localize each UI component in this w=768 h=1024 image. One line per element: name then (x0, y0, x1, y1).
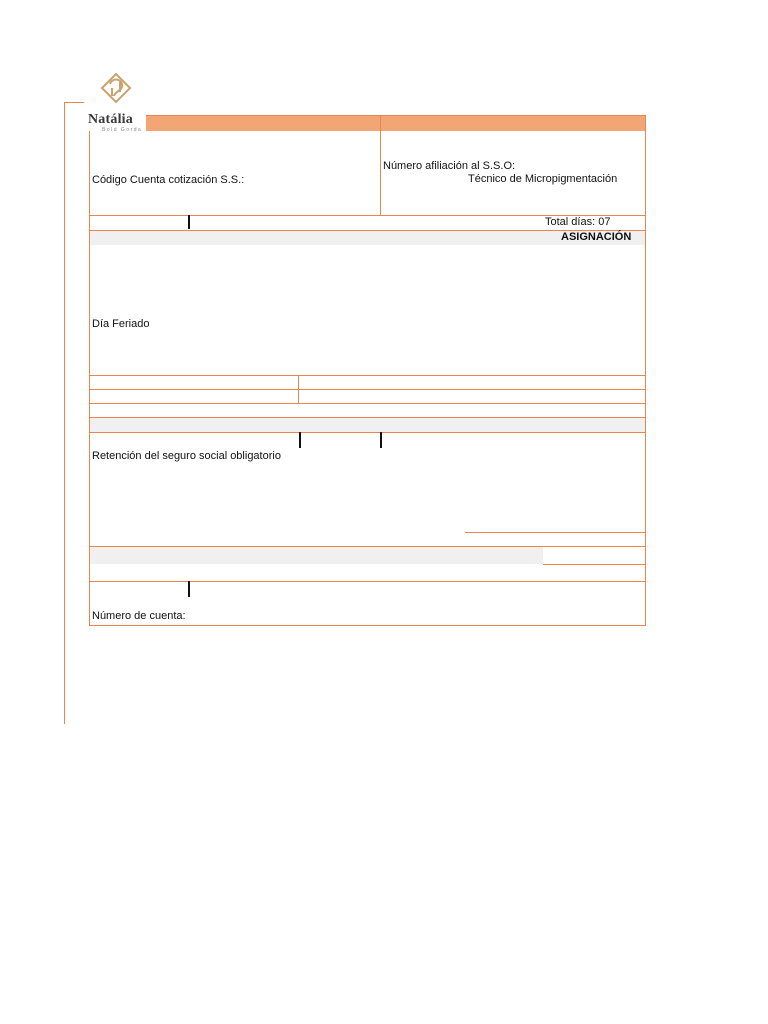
asignacion-heading: ASIGNACIÓN (561, 231, 632, 243)
row-line-11 (89, 581, 646, 582)
header-divider (380, 115, 381, 215)
gold-monogram-icon (86, 70, 150, 114)
frame-top (146, 115, 646, 116)
row-line-8 (465, 532, 646, 533)
row-line-3 (89, 375, 646, 376)
dia-feriado-label: Día Feriado (92, 318, 150, 330)
gray-band-1 (90, 418, 645, 432)
brand-name: Natália (88, 112, 133, 127)
row-line-4 (89, 389, 646, 390)
marker-4 (188, 581, 190, 597)
marker-1 (188, 215, 190, 229)
frame-right (645, 115, 646, 625)
marker-2 (299, 432, 301, 448)
row-line-5 (89, 403, 646, 404)
total-dias: Total días: 07 (545, 216, 611, 228)
brand-logo (86, 70, 150, 132)
header-band (146, 116, 646, 131)
row-line-10 (543, 564, 646, 565)
brand-tagline: Bold Gorda (102, 127, 143, 133)
bottom-line-right (380, 625, 646, 626)
row-line-7 (89, 432, 646, 433)
numero-cuenta-label: Número de cuenta: (92, 610, 186, 622)
retencion-label: Retención del seguro social obligatorio (92, 450, 281, 462)
bottom-line-left (89, 625, 381, 626)
marker-3 (380, 432, 382, 448)
puesto-value: Técnico de Micropigmentación (468, 173, 618, 185)
gray-band-2 (90, 547, 543, 564)
left-accent-rule (64, 102, 65, 724)
left-accent-tick (64, 102, 84, 103)
numero-afiliacion-label: Número afiliación al S.S.O: (383, 160, 516, 172)
mid-divider-1 (298, 375, 299, 403)
codigo-cuenta-label: Código Cuenta cotización S.S.: (92, 174, 245, 186)
